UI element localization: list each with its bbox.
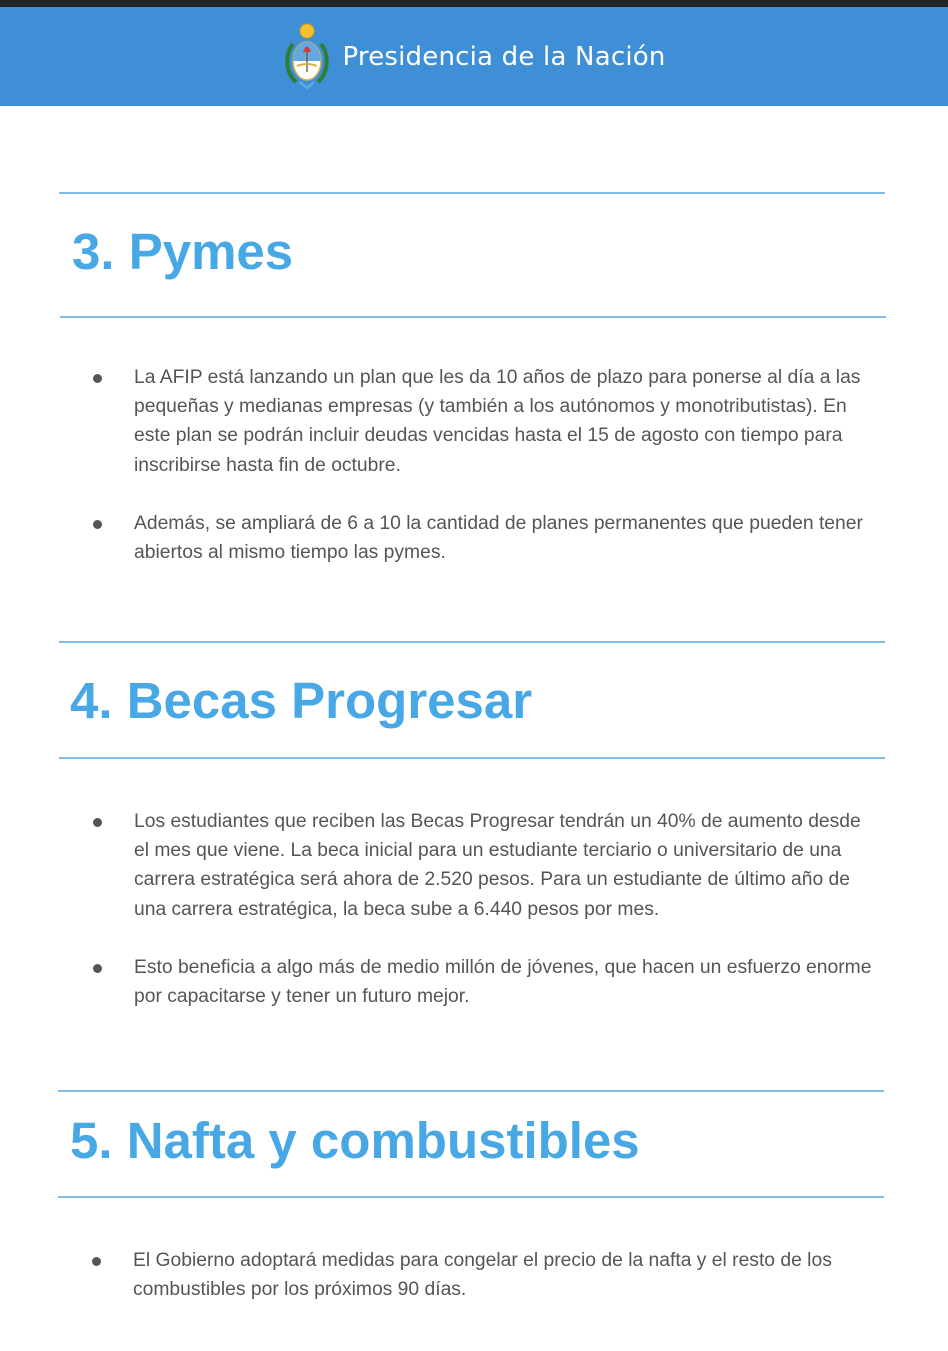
bullet-dot-icon	[93, 964, 102, 973]
section-divider-top	[59, 641, 885, 643]
bullet-dot-icon	[93, 818, 102, 827]
header-title: Presidencia de la Nación	[342, 41, 666, 72]
bullet-dot-icon	[92, 1257, 101, 1266]
list-item: Esto beneficia a algo más de medio millón de jóvenes, que hacen un esfuerzo enorme por capacitarse y tener un futuro mejor.	[134, 953, 879, 1011]
list-item: La AFIP está lanzando un plan que les da 10 años de plazo para ponerse al día a las pequeñas y medianas empresas (y también a los autónomos y monotributistas). En este plan se podrán incluir deudas vencidas hasta el 15 de agosto con tiempo para inscribirse hasta fin de octubre.	[134, 363, 879, 480]
bullet-list-becas-progresar	[134, 807, 879, 1011]
list-item: El Gobierno adoptará medidas para congelar el precio de la nafta y el resto de los combustibles por los próximos 90 días.	[133, 1246, 878, 1304]
section-divider-bottom	[59, 757, 885, 759]
section-divider-top	[58, 1090, 884, 1092]
section-divider-top	[59, 192, 885, 194]
section-title-nafta-combustibles: 5. Nafta y combustibles	[70, 1112, 640, 1169]
header-brand[interactable]	[284, 22, 665, 92]
list-item: Los estudiantes que reciben las Becas Progresar tendrán un 40% de aumento desde el mes que viene. La beca inicial para un estudiante terciario o universitario de una carrera estratégica será ahora de 2.520 pesos. Para un estudiante de último año de una carrera estratégica, la beca sube a 6.440 pesos por mes.	[134, 807, 879, 924]
section-divider-bottom	[58, 1196, 884, 1198]
status-strip	[0, 0, 948, 7]
site-header	[0, 7, 948, 106]
list-item: Además, se ampliará de 6 a 10 la cantidad de planes permanentes que pueden tener abiertos al mismo tiempo las pymes.	[134, 509, 879, 567]
bullet-list-pymes	[134, 363, 879, 567]
section-title-pymes: 3. Pymes	[72, 223, 294, 280]
bullet-dot-icon	[93, 520, 102, 529]
section-divider-bottom	[60, 316, 886, 318]
bullet-dot-icon	[93, 374, 102, 383]
coat-of-arms-icon	[284, 22, 330, 92]
section-title-becas-progresar: 4. Becas Progresar	[70, 672, 533, 729]
bullet-list-nafta-combustibles	[133, 1246, 878, 1304]
